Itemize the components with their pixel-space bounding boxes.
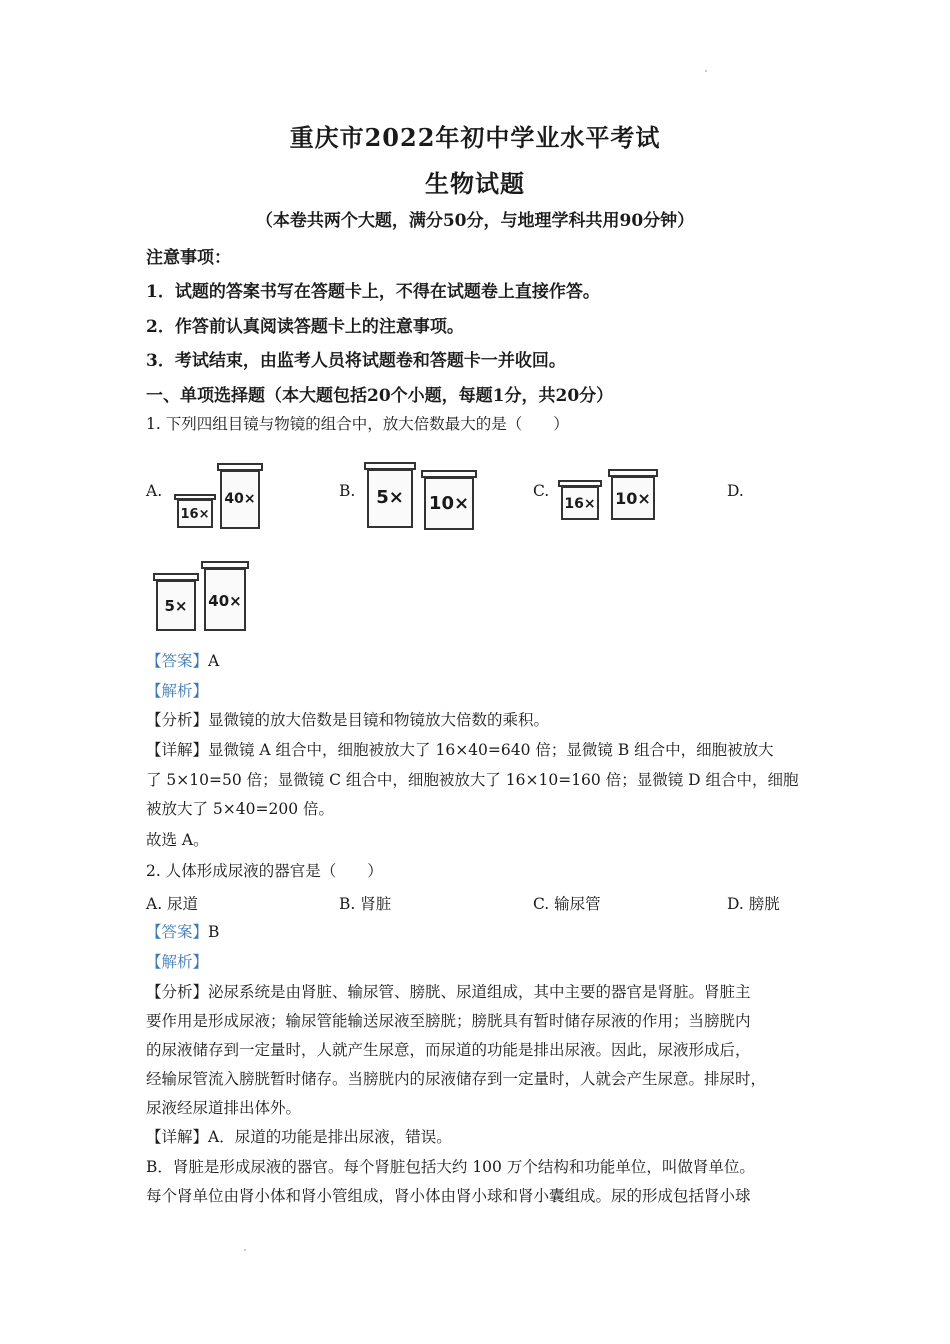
instructions-heading: 注意事项： bbox=[146, 248, 231, 268]
q1-option-a-label: A. bbox=[146, 482, 163, 500]
q1-answer bbox=[146, 651, 219, 671]
q2-analysis-tag: 【解析】 bbox=[146, 953, 209, 971]
question-1-stem: 1. 下列四组目镜与物镜的组合中，放大倍数最大的是（ ） bbox=[146, 415, 569, 433]
q2-option-d: D. 膀胱 bbox=[727, 895, 780, 913]
q1-answer-value: A bbox=[208, 652, 220, 670]
q1-detail-line-3: 被放大了 5×40=200 倍。 bbox=[146, 800, 334, 818]
q1-c-objective bbox=[608, 469, 658, 520]
q1-a-objective-label: 40× bbox=[224, 491, 256, 507]
q2-fenxi-line-2: 要作用是形成尿液；输尿管能输送尿液至膀胱；膀胱具有暂时储存尿液的作用；当膀胱内 bbox=[146, 1012, 751, 1030]
q2-option-b: B. 肾脏 bbox=[339, 895, 392, 913]
instruction-item-2: 2．作答前认真阅读答题卡上的注意事项。 bbox=[146, 317, 464, 337]
instruction-item-1: 1．试题的答案书写在答题卡上，不得在试题卷上直接作答。 bbox=[146, 282, 600, 302]
exam-subtitle: 生物试题 bbox=[425, 169, 525, 198]
q2-answer bbox=[146, 922, 219, 942]
q1-conclusion: 故选 A。 bbox=[146, 831, 209, 849]
q1-c-eyepiece bbox=[558, 480, 602, 520]
q1-a-eyepiece-label: 16× bbox=[180, 507, 210, 522]
q1-c-eyepiece-label: 16× bbox=[564, 496, 596, 512]
q1-analysis-tag: 【解析】 bbox=[146, 682, 209, 700]
q2-detail-line-2: B．肾脏是形成尿液的器官。每个肾脏包括大约 100 万个结构和功能单位，叫做肾单位。 bbox=[146, 1158, 755, 1176]
q1-c-objective-label: 10× bbox=[615, 489, 651, 508]
q1-answer-tag: 【答案】 bbox=[146, 652, 209, 670]
q1-detail-line-1: 【详解】显微镜 A 组合中，细胞被放大了 16×40=640 倍；显微镜 B 组合中，细胞被放大 bbox=[146, 741, 774, 759]
page-mark-bottom bbox=[244, 1249, 246, 1251]
q1-d-objective-label: 40× bbox=[208, 592, 242, 610]
q2-option-c: C. 输尿管 bbox=[533, 895, 601, 913]
q2-fenxi-line-5: 尿液经尿道排出体外。 bbox=[146, 1099, 302, 1117]
q2-answer-value: B bbox=[208, 923, 220, 941]
q1-a-eyepiece bbox=[174, 494, 216, 528]
q1-d-eyepiece-label: 5× bbox=[164, 597, 188, 615]
q1-option-b-label: B. bbox=[339, 482, 356, 500]
q1-option-c-label: C. bbox=[533, 482, 550, 500]
q1-b-eyepiece-label: 5× bbox=[376, 487, 404, 508]
q1-b-objective-label: 10× bbox=[428, 493, 470, 514]
q1-d-eyepiece bbox=[153, 573, 199, 631]
instruction-item-3: 3．考试结束，由监考人员将试题卷和答题卡一并收回。 bbox=[146, 351, 566, 371]
q2-detail-line-3: 每个肾单位由肾小体和肾小管组成，肾小体由肾小球和肾小囊组成。尿的形成包括肾小球 bbox=[146, 1187, 751, 1205]
q2-fenxi-line-3: 的尿液储存到一定量时，人就产生尿意，而尿道的功能是排出尿液。因此，尿液形成后， bbox=[146, 1041, 751, 1059]
question-2-stem: 2. 人体形成尿液的器官是（ ） bbox=[146, 862, 383, 880]
q1-b-eyepiece bbox=[364, 462, 416, 528]
exam-note: （本卷共两个大题，满分50分，与地理学科共用90分钟） bbox=[255, 211, 695, 231]
q1-a-objective bbox=[217, 463, 263, 529]
q2-fenxi-line-4: 经输尿管流入膀胱暂时储存。当膀胱内的尿液储存到一定量时，人就会产生尿意。排尿时， bbox=[146, 1070, 767, 1088]
q2-option-a: A. 尿道 bbox=[146, 895, 199, 913]
section-heading: 一、单项选择题（本大题包括20个小题，每题1分，共20分） bbox=[146, 386, 614, 406]
q1-b-objective bbox=[421, 470, 477, 530]
q1-d-objective bbox=[201, 561, 249, 631]
q1-detail-line-2: 了 5×10=50 倍；显微镜 C 组合中，细胞被放大了 16×10=160 倍；显微镜 D 组合中，细胞 bbox=[146, 771, 799, 789]
page-mark-top bbox=[705, 70, 707, 72]
q2-answer-tag: 【答案】 bbox=[146, 923, 209, 941]
q2-detail-line-1: 【详解】A．尿道的功能是排出尿液，错误。 bbox=[146, 1128, 452, 1146]
q1-option-d-label: D. bbox=[727, 482, 744, 500]
q1-fenxi: 【分析】显微镜的放大倍数是目镜和物镜放大倍数的乘积。 bbox=[146, 711, 550, 729]
q2-fenxi-line-1: 【分析】泌尿系统是由肾脏、输尿管、膀胱、尿道组成，其中主要的器官是肾脏。肾脏主 bbox=[146, 983, 751, 1001]
exam-title: 重庆市2022年初中学业水平考试 bbox=[289, 123, 661, 152]
